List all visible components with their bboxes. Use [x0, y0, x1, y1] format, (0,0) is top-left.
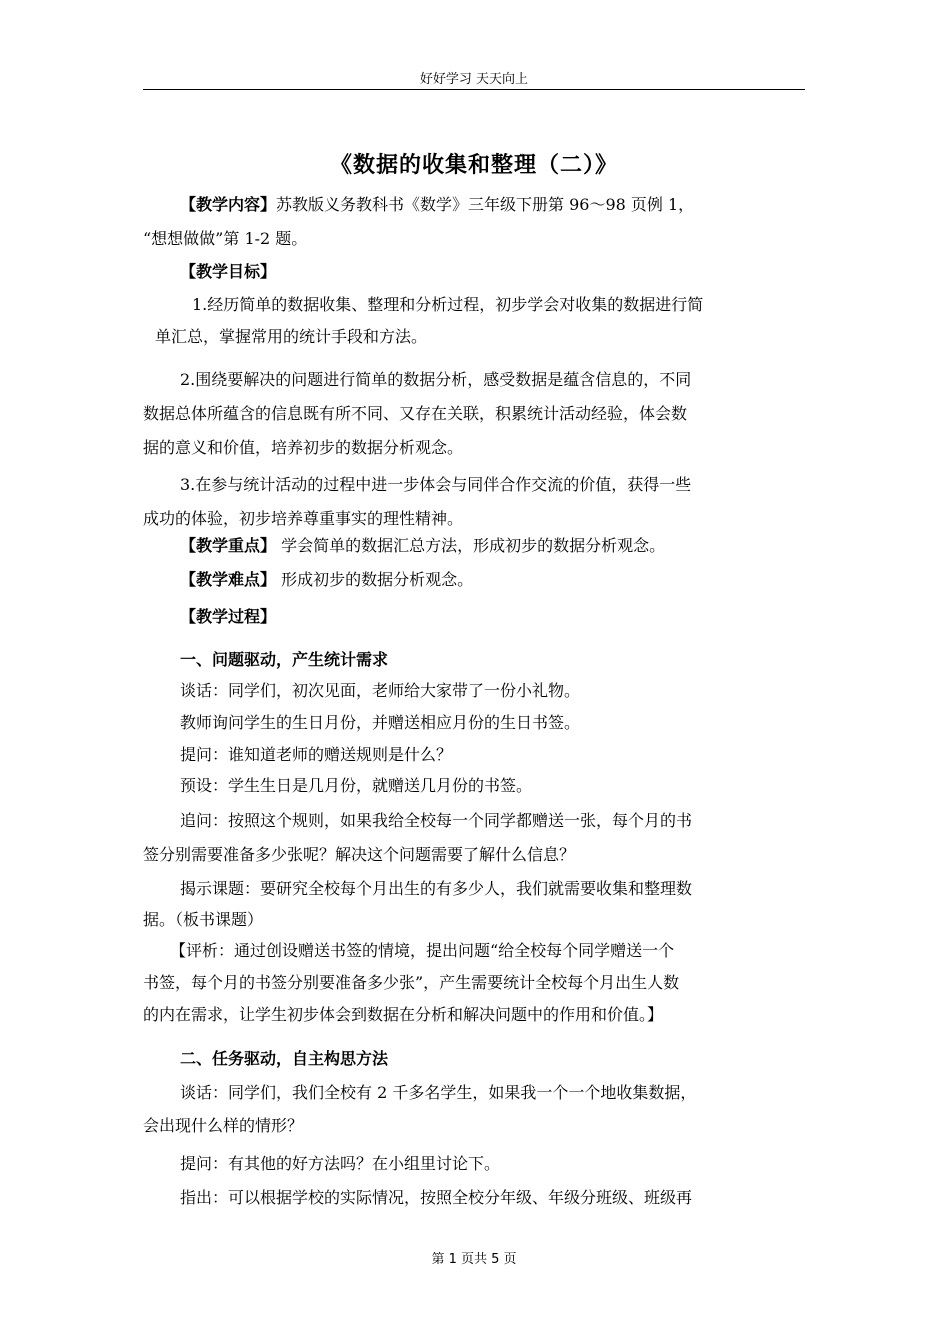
section-1-para-5-line1: 追问：按照这个规则，如果我给全校每一个同学都赠送一张，每个月的书	[180, 811, 693, 830]
goal-1-line2: 单汇总，掌握常用的统计手段和方法。	[155, 327, 428, 346]
section-1-comment-line1: 【评析：通过创设赠送书签的情境，提出问题“给全校每个同学赠送一个	[170, 941, 675, 960]
section-1-para-6-line2: 据。（板书课题）	[143, 910, 264, 929]
section-1-heading: 一、问题驱动，产生统计需求	[180, 650, 389, 669]
goal-3-line1: 3.在参与统计活动的过程中进一步体会与同伴合作交流的价值，获得一些	[180, 475, 692, 494]
section-2-para-1-line2: 会出现什么样的情形？	[143, 1116, 304, 1135]
teaching-content-label: 【教学内容】	[180, 195, 277, 214]
document-title: 《数据的收集和整理（二）》	[329, 152, 618, 178]
header-divider	[143, 89, 805, 90]
teaching-content-line1	[180, 192, 694, 215]
difficulty-text: 形成初步的数据分析观念。	[276, 570, 474, 589]
teaching-process-label: 【教学过程】	[180, 607, 277, 626]
section-1-para-1: 谈话：同学们，初次见面，老师给大家带了一份小礼物。	[180, 681, 581, 700]
section-2-para-3-line1: 指出：可以根据学校的实际情况，按照全校分年级、年级分班级、班级再	[180, 1188, 693, 1207]
section-1-para-2: 教师询问学生的生日月份，并赠送相应月份的生日书签。	[180, 713, 581, 732]
section-1-para-4: 预设：学生生日是几月份，就赠送几月份的书签。	[180, 776, 533, 795]
goal-1-line1: 1.经历简单的数据收集、整理和分析过程，初步学会对收集的数据进行简	[192, 295, 704, 314]
key-point-text: 学会简单的数据汇总方法，形成初步的数据分析观念。	[276, 536, 666, 555]
goal-2-line1: 2.围绕要解决的问题进行简单的数据分析，感受数据是蕴含信息的，不同	[180, 370, 692, 389]
page-footer: 第 1 页共 5 页	[431, 1252, 517, 1267]
page-header: 好好学习 天天向上	[419, 72, 529, 87]
section-2-para-2: 提问：有其他的好方法吗？在小组里讨论下。	[180, 1154, 501, 1173]
key-point-line	[180, 533, 665, 556]
teaching-goals-label: 【教学目标】	[180, 262, 277, 281]
section-2-para-1-line1: 谈话：同学们，我们全校有 2 千多名学生，如果我一个一个地收集数据，	[180, 1083, 697, 1102]
teaching-content-line2: “想想做做”第 1-2 题。	[143, 229, 308, 248]
section-1-para-3: 提问：谁知道老师的赠送规则是什么？	[180, 745, 453, 764]
key-point-label: 【教学重点】	[180, 536, 277, 555]
goal-3-line2: 成功的体验，初步培养尊重事实的理性精神。	[143, 509, 464, 528]
goal-2-line3: 据的意义和价值，培养初步的数据分析观念。	[143, 438, 464, 457]
section-1-para-6-line1: 揭示课题：要研究全校每个月出生的有多少人，我们就需要收集和整理数	[180, 879, 693, 898]
teaching-content-text: 苏教版义务教科书《数学》三年级下册第 96～98 页例 1，	[276, 195, 695, 214]
section-1-para-5-line2: 签分别需要准备多少张呢？解决这个问题需要了解什么信息？	[143, 845, 576, 864]
difficulty-line	[180, 567, 473, 590]
section-1-comment-line3: 的内在需求，让学生初步体会到数据在分析和解决问题中的作用和价值。】	[143, 1005, 664, 1024]
section-1-comment-line2: 书签，每个月的书签分别要准备多少张”，产生需要统计全校每个月出生人数	[143, 973, 680, 992]
section-2-heading: 二、任务驱动，自主构思方法	[180, 1049, 389, 1068]
difficulty-label: 【教学难点】	[180, 570, 277, 589]
goal-2-line2: 数据总体所蕴含的信息既有所不同、又存在关联，积累统计活动经验，体会数	[143, 404, 688, 423]
